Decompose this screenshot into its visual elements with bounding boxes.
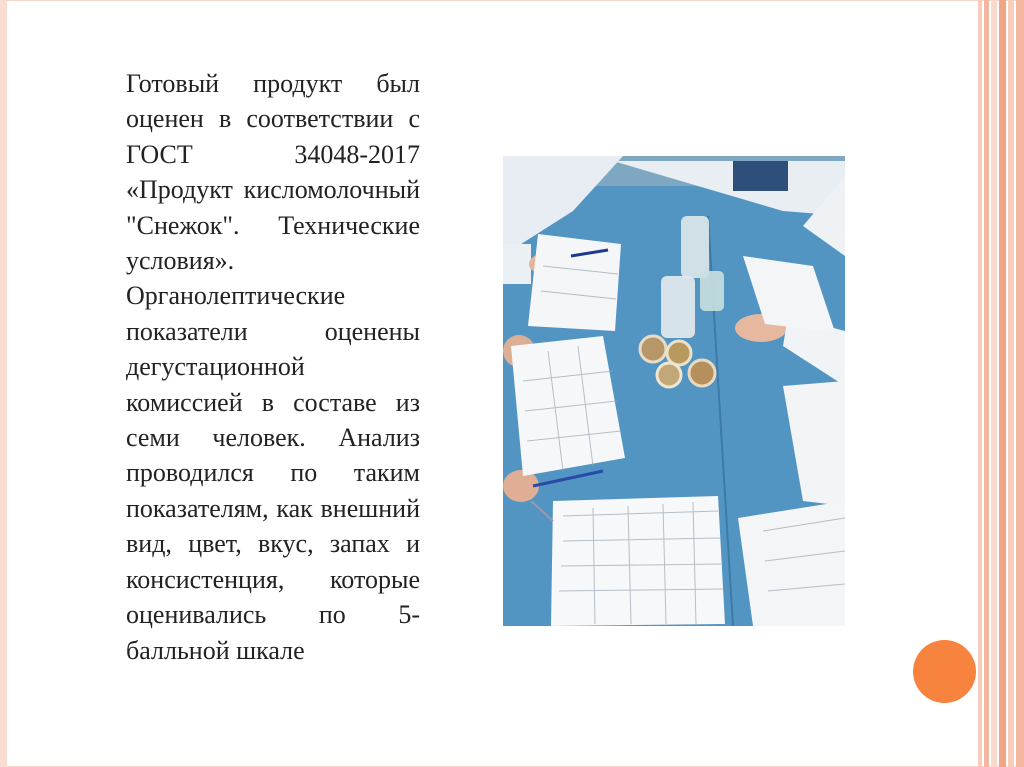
tasting-session-photo — [503, 156, 845, 626]
decorative-orange-circle — [913, 640, 976, 703]
slide-body-text: Готовый продукт был оценен в соответствии с ГОСТ 34048-2017 «Продукт кисломолочный "Снежок". Технические условия». Органолептические показатели оценены дегустационной комиссией в составе из семи человек. Анализ проводился по таким показателям, как внешний вид, цвет, вкус, запах и консистенция, которые оценивались по 5-балльной шкале — [126, 69, 420, 665]
left-decor-rule — [0, 0, 7, 767]
right-decor-stripes — [978, 0, 1024, 767]
